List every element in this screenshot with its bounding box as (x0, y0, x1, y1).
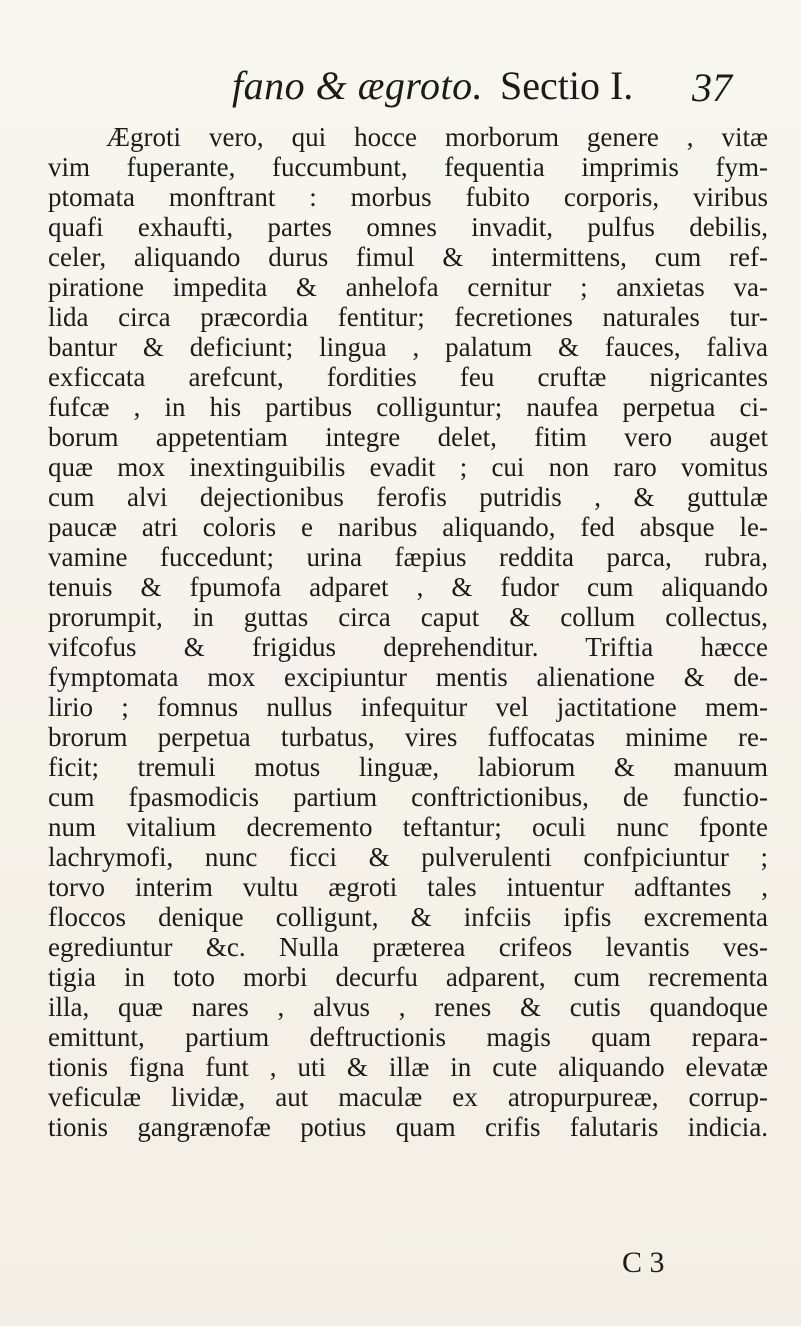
running-head-section: Sectio I. (500, 63, 634, 108)
text-line: tigia in toto morbi decurfu adparent, cum recrementa (48, 962, 768, 992)
text-line: tionis gangrænofæ potius quam crifis falutaris indicia. (48, 1112, 768, 1142)
text-line: vim fuperante, fuccumbunt, fequentia imprimis fym- (48, 152, 768, 182)
text-line: illa, quæ nares , alvus , renes & cutis quandoque (48, 992, 768, 1022)
text-line: borum appetentiam integre delet, fitim vero auget (48, 422, 768, 452)
page-number: 37 (692, 65, 732, 110)
text-line: exficcata arefcunt, fordities feu cruftæ nigricantes (48, 362, 768, 392)
text-line: ficit; tremuli motus linguæ, labiorum & manuum (48, 752, 768, 782)
text-line: egrediuntur &c. Nulla præterea crifeos levantis ves- (48, 932, 768, 962)
text-line: floccos denique colligunt, & infciis ipfis excrementa (48, 902, 768, 932)
text-line: Ægroti vero, qui hocce morborum genere , vitæ (106, 122, 768, 152)
text-line: num vitalium decremento teftantur; oculi nunc fponte (48, 812, 768, 842)
running-head-title: fano & ægroto. (232, 63, 484, 108)
text-line: lirio ; fomnus nullus infequitur vel jactitatione mem- (48, 692, 768, 722)
text-line: vifcofus & frigidus deprehenditur. Triftia hæcce (48, 632, 768, 662)
text-line: cum alvi dejectionibus ferofis putridis , & guttulæ (48, 482, 768, 512)
text-line: fufcæ , in his partibus colliguntur; naufea perpetua ci- (48, 392, 768, 422)
text-line: vamine fuccedunt; urina fæpius reddita parca, rubra, (48, 542, 768, 572)
text-line: veficulæ lividæ, aut maculæ ex atropurpureæ, corrup- (48, 1082, 768, 1112)
text-line: fymptomata mox excipiuntur mentis alienatione & de- (48, 662, 768, 692)
signature-mark: C 3 (622, 1246, 665, 1279)
text-line: emittunt, partium deftructionis magis quam repara- (48, 1022, 768, 1052)
text-line: prorumpit, in guttas circa caput & collum collectus, (48, 602, 768, 632)
text-line: tenuis & fpumofa adparet , & fudor cum aliquando (48, 572, 768, 602)
text-line: bantur & deficiunt; lingua , palatum & fauces, faliva (48, 332, 768, 362)
text-line: tionis figna funt , uti & illæ in cute aliquando elevatæ (48, 1052, 768, 1082)
running-head (0, 62, 801, 112)
text-line: lida circa præcordia fentitur; fecretiones naturales tur- (48, 302, 768, 332)
text-line: quafi exhaufti, partes omnes invadit, pulfus debilis, (48, 212, 768, 242)
text-line: quæ mox inextinguibilis evadit ; cui non raro vomitus (48, 452, 768, 482)
text-line: torvo interim vultu ægroti tales intuentur adftantes , (48, 872, 768, 902)
body-text (48, 122, 768, 1142)
text-line: brorum perpetua turbatus, vires fuffocatas minime re- (48, 722, 768, 752)
text-line: lachrymofi, nunc ficci & pulverulenti confpiciuntur ; (48, 842, 768, 872)
text-line: piratione impedita & anhelofa cernitur ; anxietas va- (48, 272, 768, 302)
text-line: celer, aliquando durus fimul & intermittens, cum ref- (48, 242, 768, 272)
text-line: cum fpasmodicis partium conftrictionibus, de functio- (48, 782, 768, 812)
text-line: ptomata monftrant : morbus fubito corporis, viribus (48, 182, 768, 212)
text-line: paucæ atri coloris e naribus aliquando, fed absque le- (48, 512, 768, 542)
